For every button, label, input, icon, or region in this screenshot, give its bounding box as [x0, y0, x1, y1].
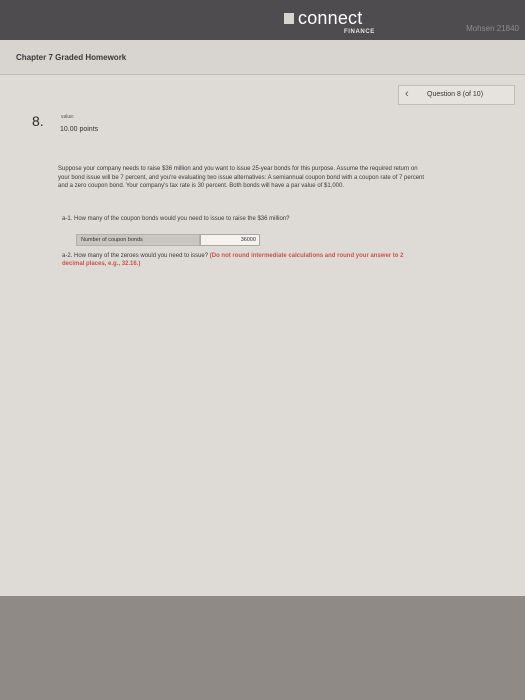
part-a2-text: a-2. How many of the zeroes would you need to issue? [62, 253, 209, 259]
brand-name: connect [298, 8, 363, 28]
brand-subtitle: FINANCE [344, 29, 375, 35]
part-a1-text: a-1. How many of the coupon bonds would you need to issue to raise the $36 million? [62, 216, 290, 222]
coupon-bonds-count-input[interactable]: 36000 [200, 234, 260, 246]
question-prompt [58, 165, 428, 191]
question-navigator[interactable] [398, 85, 515, 105]
question-points: 10.00 points [60, 126, 99, 133]
app-header [0, 0, 525, 40]
user-name[interactable]: Mohsen 21840 [466, 24, 519, 33]
a1-field-row [76, 234, 266, 246]
assignment-title: Chapter 7 Graded Homework [16, 53, 127, 62]
prompt-text: Suppose your company needs to raise $36 million and you want to issue 25-year bonds for this purpose. Assume the required return on your bond issue will be 7 percent, and you're evaluating two issue alternatives: A semiannual coupon bond with a coupon rate of 7 percent and a zero coupon bond. Your company's tax rate is 30 percent. Both bonds will have a par value of $1,000. [58, 166, 425, 190]
assignment-bar [0, 40, 525, 75]
logo-mark-icon [284, 13, 294, 24]
a2-final [76, 258, 286, 270]
a1-field-label: Number of coupon bonds [76, 234, 200, 246]
chevron-left-icon[interactable]: ‹ [405, 88, 409, 100]
question-number: 8. [32, 113, 44, 129]
value-label: value: [61, 114, 75, 120]
question-counter: Question 8 (of 10) [427, 91, 484, 98]
connect-logo [284, 8, 394, 36]
part-a2-hint: (Do not round intermediate calculations and round your answer to 2 decimal places, e.g., 32.16.) [62, 253, 404, 267]
